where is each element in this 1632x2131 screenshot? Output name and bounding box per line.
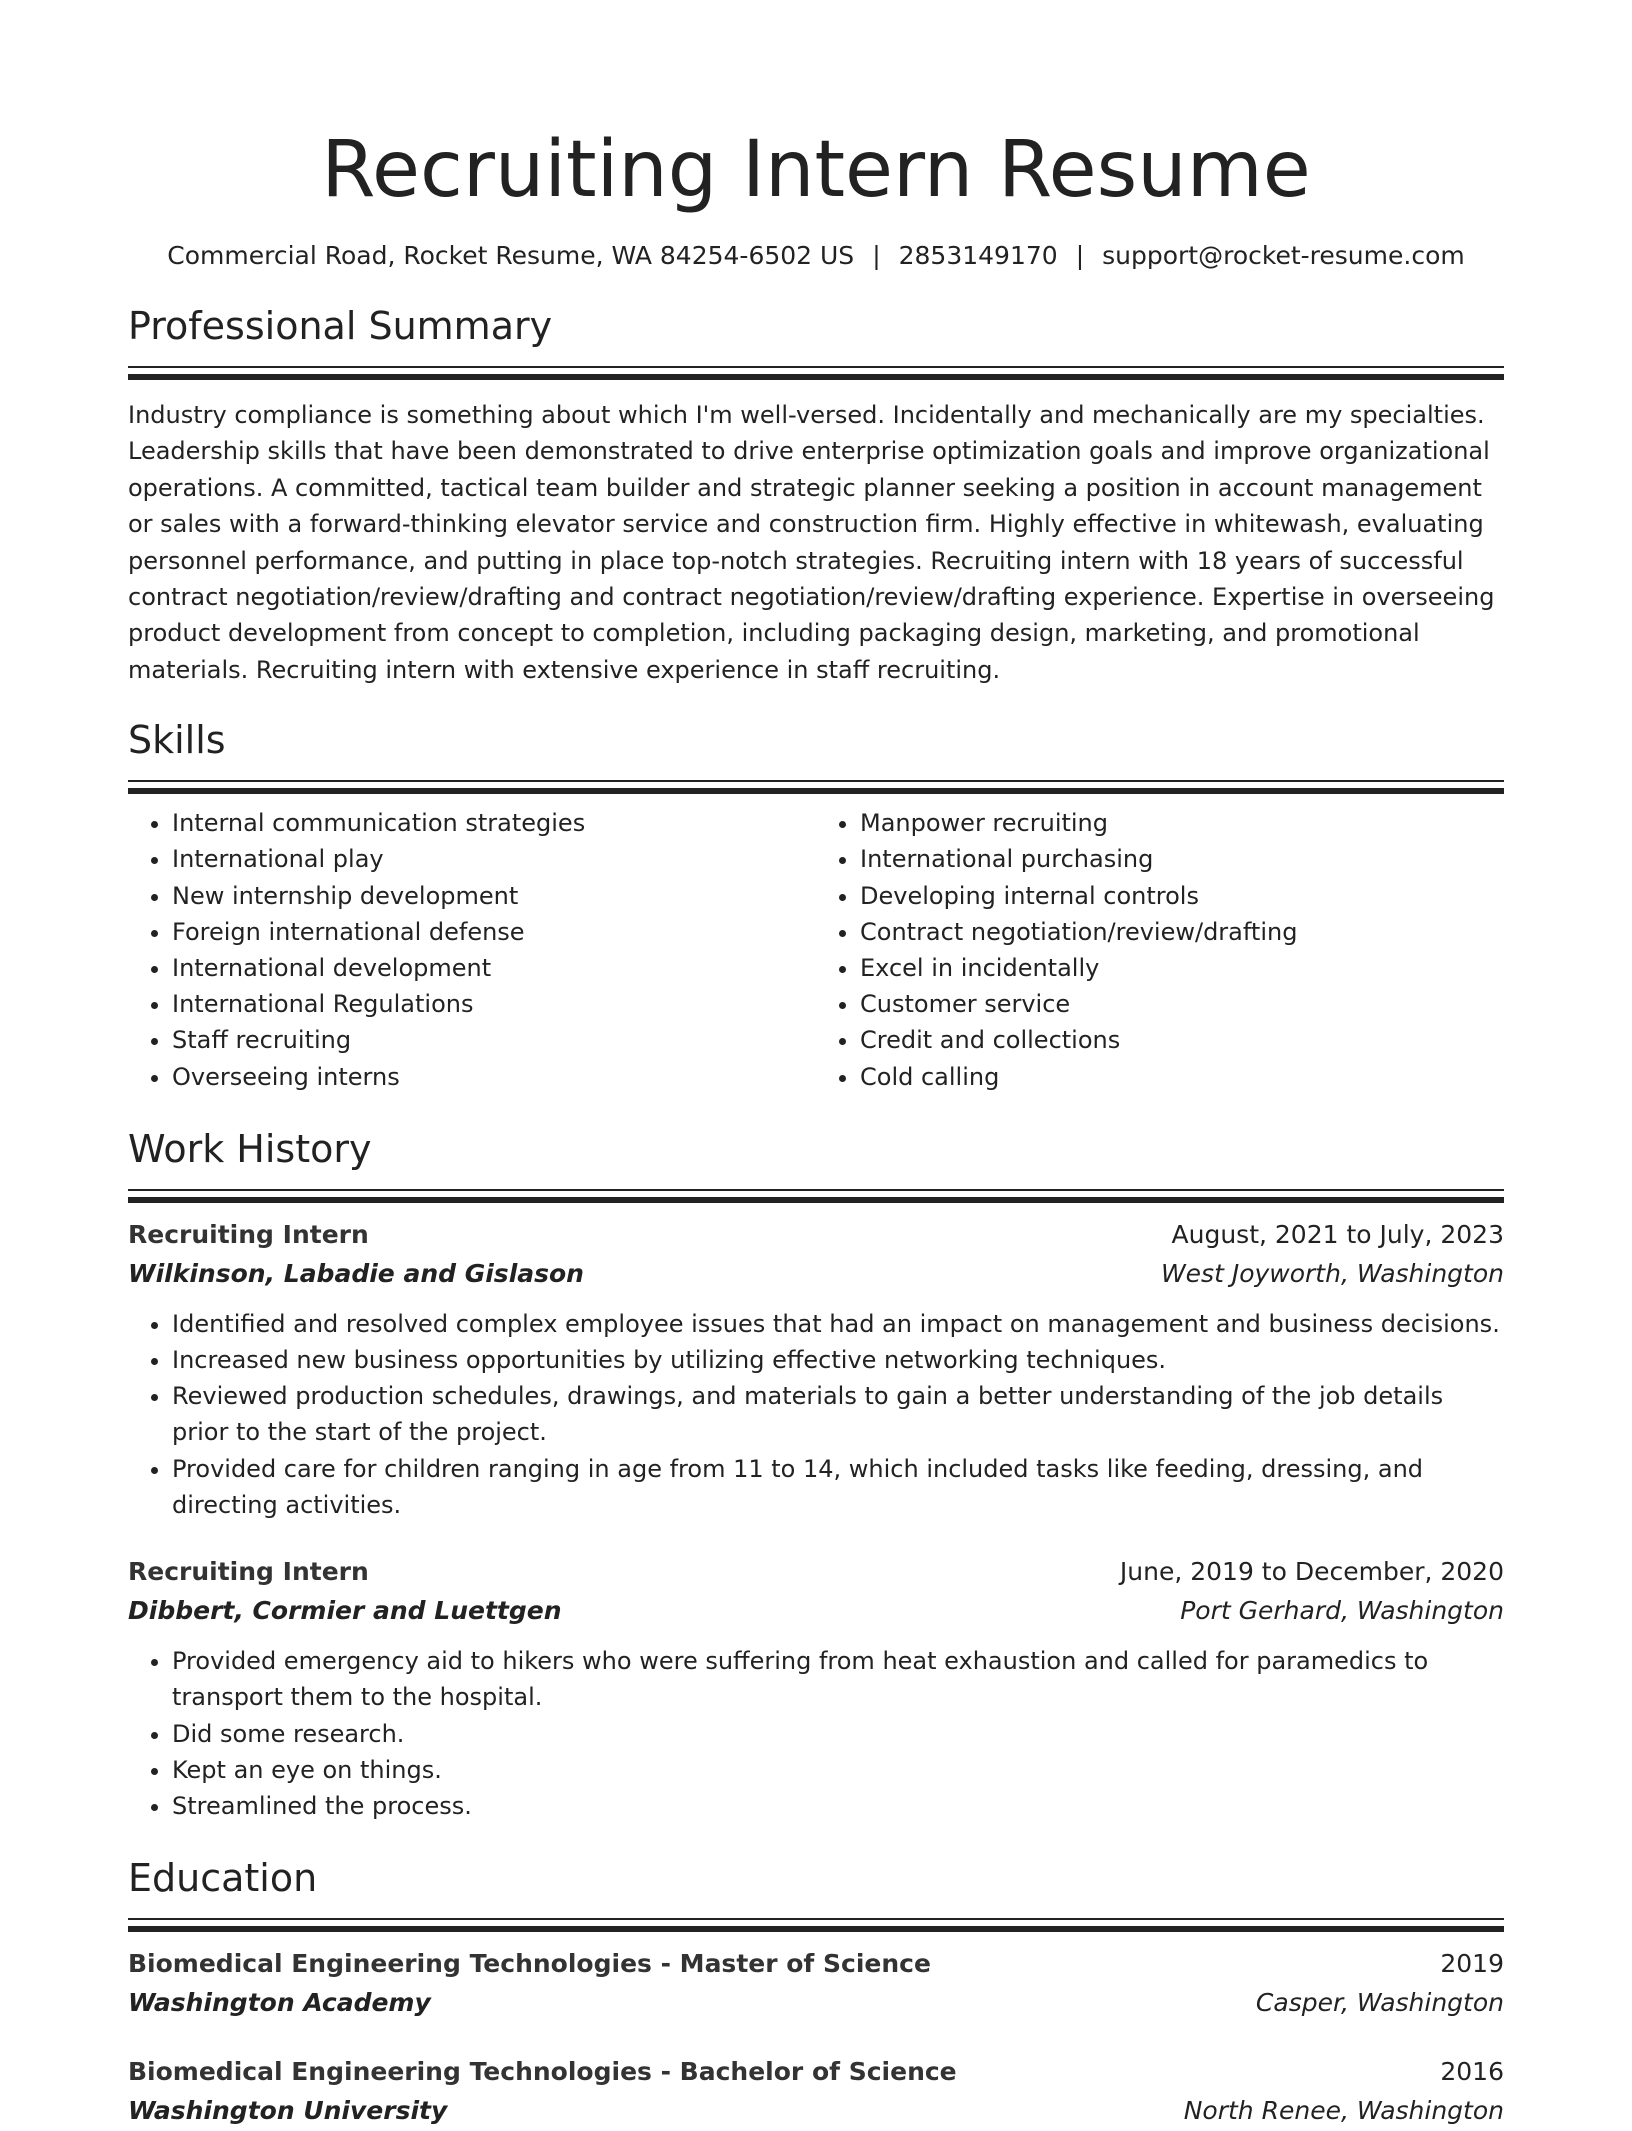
job-header (128, 1216, 1504, 1254)
education-entry (128, 1945, 1504, 2023)
job-title: Recruiting Intern (128, 1219, 369, 1249)
skill-item: • New internship development (172, 878, 816, 914)
education-degree: Biomedical Engineering Technologies - Master of Science (128, 1949, 931, 1979)
section-heading-work: Work History (128, 1126, 372, 1171)
education-header (128, 2053, 1504, 2091)
skill-item: • Internal communication strategies (172, 805, 816, 841)
job-entry (128, 1216, 1504, 1523)
job-company: Wilkinson, Labadie and Gislason (128, 1258, 584, 1288)
education-subheader (128, 2091, 1504, 2131)
skill-item: • Cold calling (860, 1059, 1504, 1095)
education-school: Washington Academy (128, 1988, 431, 2018)
job-bullet: • Streamlined the process. (172, 1788, 1504, 1824)
skills-column-right (816, 805, 1504, 1095)
job-title: Recruiting Intern (128, 1557, 369, 1587)
skill-item: • Contract negotiation/review/drafting (860, 914, 1504, 950)
education-location: North Renee, Washington (1183, 2096, 1504, 2126)
address: Commercial Road, Rocket Resume, WA 84254-6502 US (167, 241, 855, 270)
job-dates: June, 2019 to December, 2020 (1119, 1557, 1504, 1587)
resume-title: Recruiting Intern Resume (321, 125, 1311, 215)
skill-item: • International development (172, 950, 816, 986)
job-dates: August, 2021 to July, 2023 (1171, 1219, 1504, 1249)
job-subheader (128, 1591, 1504, 1631)
job-bullet: • Provided emergency aid to hikers who were suffering from heat exhaustion and called for paramedics to transport them to the hospital. (172, 1643, 1504, 1715)
job-subheader (128, 1254, 1504, 1294)
education-subheader (128, 1983, 1504, 2023)
resume-page (128, 0, 1504, 2131)
skill-item: • Overseeing interns (172, 1059, 816, 1095)
education-school: Washington University (128, 2096, 448, 2126)
section-divider (128, 1918, 1504, 1927)
skills-column-left (128, 805, 816, 1095)
job-company: Dibbert, Cormier and Luettgen (128, 1596, 562, 1626)
job-location: Port Gerhard, Washington (1180, 1596, 1504, 1626)
job-bullets (128, 1306, 1504, 1523)
section-divider (128, 780, 1504, 789)
job-bullet: • Reviewed production schedules, drawings, and materials to gain a better understanding of the job details prior to the start of the project. (172, 1378, 1504, 1450)
job-header (128, 1553, 1504, 1591)
summary-text: Industry compliance is something about which I'm well-versed. Incidentally and mechanically are my specialties. Leadership skills that have been demonstrated to drive enterprise optimization goals and improve organizational operations. A committed, tactical team builder and strategic planner seeking a position in account management or sales with a forward-thinking elevator service and construction firm. Highly effective in whitewash, evaluating personnel performance, and putting in place top-notch strategies. Recruiting intern with 18 years of successful contract negotiation/review/drafting and contract negotiation/review/drafting experience. Expertise in overseeing product development from concept to completion, including packaging design, marketing, and promotional materials. Recruiting intern with extensive experience in staff recruiting. (128, 401, 1495, 684)
job-bullet: • Increased new business opportunities by utilizing effective networking techniques. (172, 1342, 1504, 1378)
skill-item: • Manpower recruiting (860, 805, 1504, 841)
contact-line (128, 240, 1504, 272)
skill-item: • International Regulations (172, 986, 816, 1022)
job-bullet: • Kept an eye on things. (172, 1752, 1504, 1788)
job-bullet: • Identified and resolved complex employee issues that had an impact on management and business decisions. (172, 1306, 1504, 1342)
skill-item: • Credit and collections (860, 1022, 1504, 1058)
skill-item: • Staff recruiting (172, 1022, 816, 1058)
skill-item: • Developing internal controls (860, 878, 1504, 914)
skill-item: • Foreign international defense (172, 914, 816, 950)
summary-section (128, 302, 1504, 688)
phone: 2853149170 (898, 241, 1058, 270)
job-location: West Joyworth, Washington (1160, 1258, 1504, 1288)
job-bullet: • Provided care for children ranging in age from 11 to 14, which included tasks like feeding, dressing, and directing activities. (172, 1451, 1504, 1523)
section-heading-education: Education (128, 1856, 318, 1901)
job-entry (128, 1553, 1504, 1824)
education-location: Casper, Washington (1255, 1988, 1504, 2018)
skills-section (128, 716, 1504, 1095)
section-heading-skills: Skills (128, 718, 226, 763)
email-link[interactable]: support@rocket-resume.com (1102, 241, 1465, 270)
skill-item: • International play (172, 841, 816, 877)
job-bullet: • Did some research. (172, 1716, 1504, 1752)
contact-separator: | (872, 241, 881, 270)
education-degree: Biomedical Engineering Technologies - Bachelor of Science (128, 2057, 957, 2087)
education-year: 2016 (1440, 2057, 1504, 2087)
skill-item: • Excel in incidentally (860, 950, 1504, 986)
skill-item: • Customer service (860, 986, 1504, 1022)
skill-item: • International purchasing (860, 841, 1504, 877)
education-entry (128, 2053, 1504, 2131)
education-section (128, 1854, 1504, 2131)
section-divider (128, 366, 1504, 375)
work-history-section (128, 1125, 1504, 1824)
skills-list (128, 805, 1504, 1095)
section-heading-summary: Professional Summary (128, 304, 553, 348)
section-divider (128, 1189, 1504, 1198)
job-bullets (128, 1643, 1504, 1824)
education-header (128, 1945, 1504, 1983)
contact-separator: | (1075, 241, 1085, 270)
education-year: 2019 (1440, 1949, 1504, 1979)
